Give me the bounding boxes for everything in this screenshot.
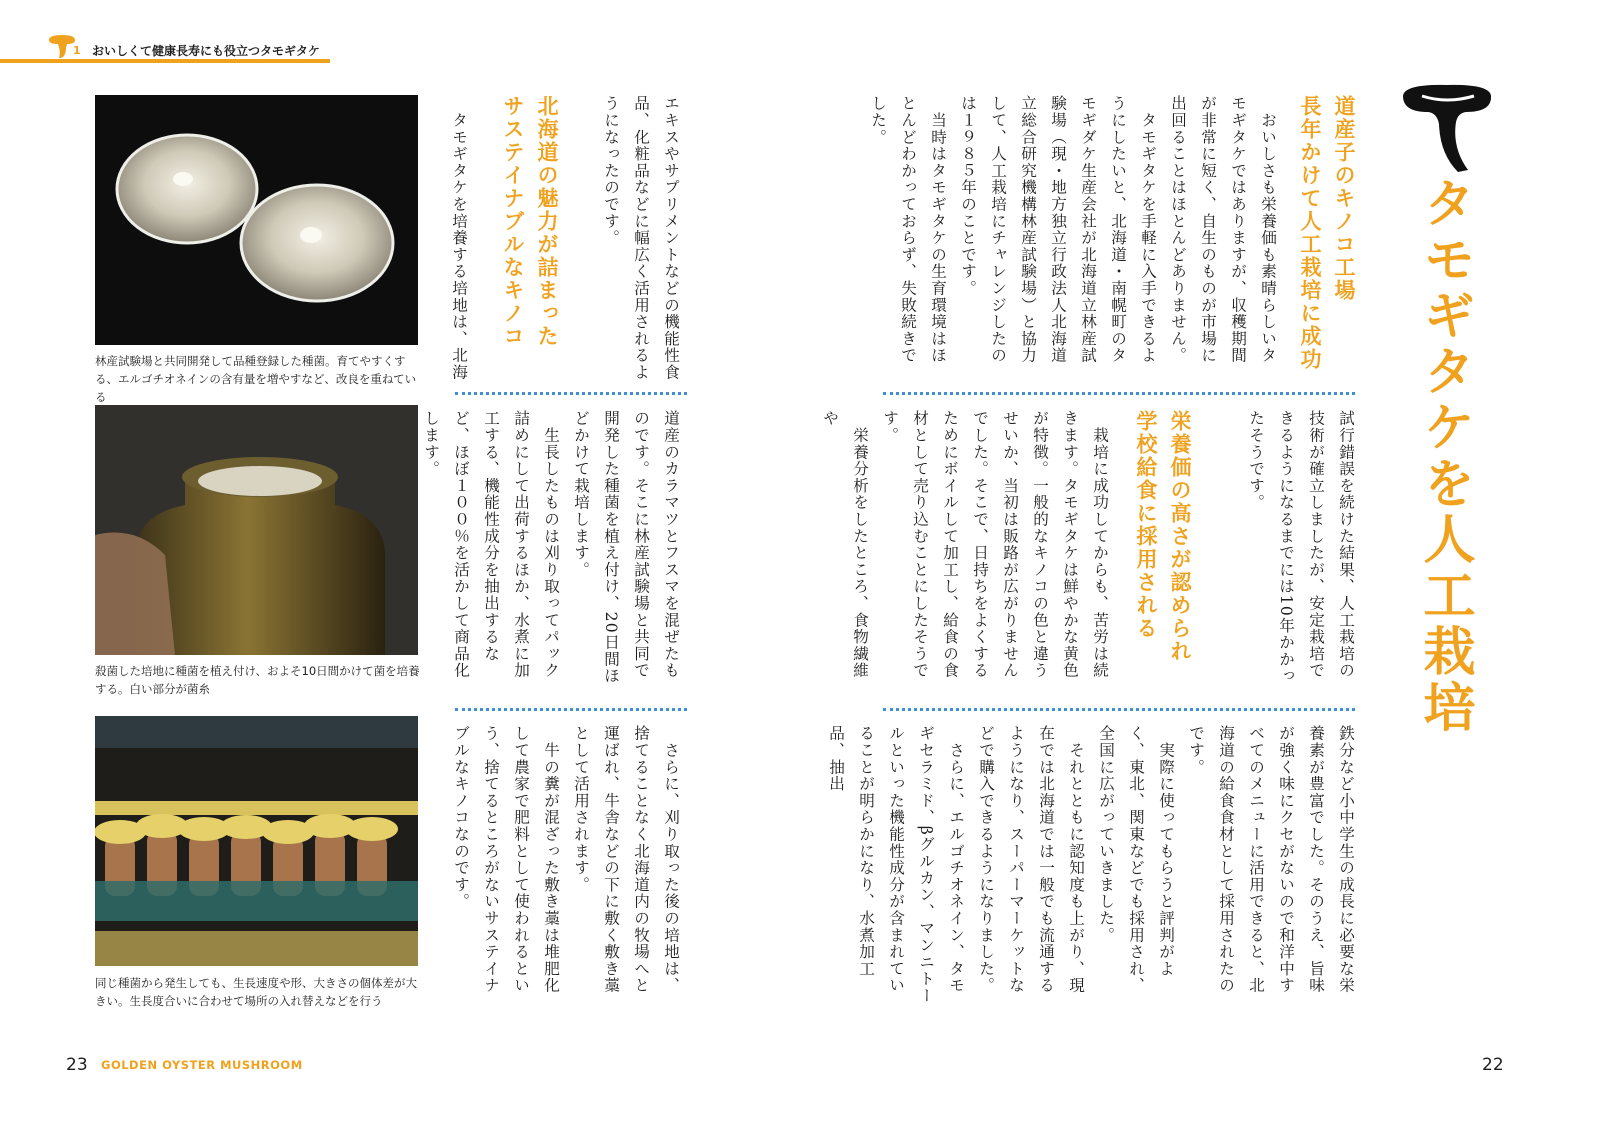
photo-caption: 林産試験場と共同開発して品種登録した種菌。育てやすくする、エルゴチオネインの含有量を増やすなど、改良を重ねている: [95, 354, 417, 404]
section-divider: [455, 392, 687, 395]
chapter-title: おいしくて健康長寿にも役立つタモギタケ: [92, 44, 320, 58]
body-text-column: エキスやサプリメントなどの機能性食品、化粧品などに幅広く活用されるようになったのです。: [602, 95, 680, 381]
section-divider: [883, 708, 1355, 711]
photo-mushroom-racks: [95, 716, 418, 966]
section-heading: [496, 95, 564, 370]
body-text-column: おいしさも栄養価も素晴らしいタモギタケではありますが、収穫期間が非常に短く、自生のものが市場に出回ることはほとんどありません。 タモギタケを手軽に入手できるようにしたいと、北海道・南幌町のタモギダケ生産会社が北海道立林産試験場（現・地方独立行政法人北海道立総合研究機構林産試験場）と協力して、人工栽培にチャレンジしたのは１９８５年のことです。 当時はタモギタケの生育環境はほとんどわかっておらず、失敗続きでした。: [869, 95, 1277, 364]
chapter-header: [0, 34, 330, 64]
section-heading-line: 学校給食に採用される: [1134, 410, 1158, 640]
body-text-column: 道産のカラマツとフスマを混ぜたものです。そこに林産試験場と共同で開発した種菌を植え付け、20日間ほどかけて栽培します。 生長したものは刈り取ってパック詰めにして出荷するほか、水煮に加工する、機能性成分を抽出するなど、ほぼ１００％を活かして商品化します。: [422, 410, 680, 685]
section-heading-line: 道産子のキノコ工場: [1332, 95, 1356, 302]
section-heading-line: 栄養価の高さが認められ: [1168, 410, 1192, 663]
body-text-column: タモギタケを培養する培地は、北海: [450, 95, 468, 381]
page-number: 22: [1482, 1055, 1504, 1075]
header-rule: [0, 59, 330, 63]
photo-caption: 殺菌した培地に種菌を植え付け、およそ10日間かけて菌を培養する。白い部分が菌糸: [95, 664, 420, 696]
mushroom-icon: [1400, 82, 1494, 174]
section-heading-line: 長年かけて人工栽培に成功: [1298, 95, 1322, 371]
section-heading-line: サステイナブルなキノコ: [501, 95, 525, 348]
section-divider: [455, 708, 687, 711]
page-title: タモギタケを人工栽培: [1414, 176, 1474, 736]
body-text-column: 試行錯誤を続けた結果、人工栽培の技術が確立しましたが、安定栽培できるようになるまでには10年かかったそうです。: [1247, 410, 1355, 685]
section-heading: [1293, 95, 1361, 385]
page-number: 23: [66, 1055, 88, 1075]
body-text-column: さらに、刈り取った後の培地は、捨てることなく北海道内の牧場へと運ばれ、牛舎などの下に敷く敷き藁として活用されます。 牛の糞が混ざった敷き藁は堆肥化して農家で肥料として使われるという、捨てるところがないサステイナブルなキノコなのです。: [452, 725, 680, 994]
section-divider: [883, 392, 1355, 395]
section-heading-line: 北海道の魅力が詰まった: [535, 95, 559, 348]
body-text-column: 鉄分など小中学生の成長に必要な栄養素が豊富でした。そのうえ、旨味が強く味にクセがないので和洋中すべてのメニューに活用できると、北海道の給食食材として採用されたのです。 実際に使ってもらうと評判がよく、東北、関東などでも採用され、全国に広がっていきました。 それとともに認知度も上がり、現在では北海道では一般でも流通するようになり、スーパーマーケットなどで購入できるようになりました。 さらに、エルゴチオネイン、タモギセラミド、βグルカン、マンニトールといった機能性成分が含まれていることが明らかになり、水煮加工品、抽出: [827, 725, 1355, 1005]
chapter-number: 1: [73, 44, 81, 57]
body-text-column: 栽培に成功してからも、苦労は続きます。タモギタケは鮮やかな黄色が特徴。一般的なキノコの色と違うせいか、当初は販路が広がりませんでした。そこで、日持ちをよくするためにボイルして加工し、給食の食材として売り込むことにしたそうです。 栄養分析をしたところ、食物繊維や: [821, 410, 1109, 679]
running-title: GOLDEN OYSTER MUSHROOM: [101, 1058, 303, 1072]
photo-culture-bottle: [95, 405, 418, 655]
photo-caption: 同じ種菌から発生しても、生長速度や形、大きさの個体差が大きい。生長度合いに合わせて場所の入れ替えなどを行う: [95, 976, 417, 1008]
section-heading: [1129, 410, 1197, 695]
photo-petri-dishes: [95, 95, 418, 345]
